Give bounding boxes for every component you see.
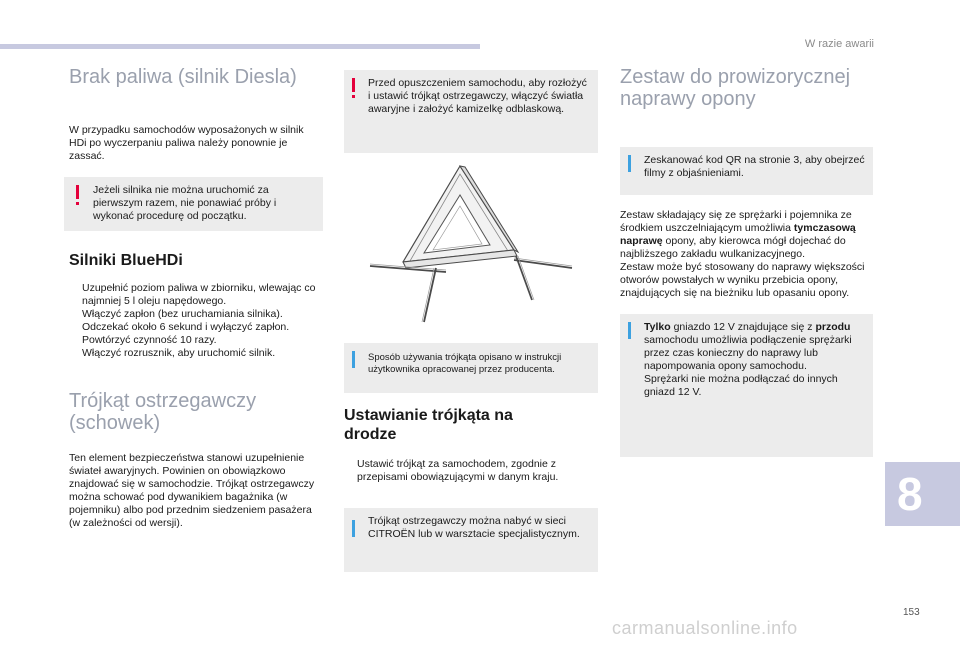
- repair-kit-description: Zestaw składający się ze sprężarki i pojemnika ze środkiem uszczelniającym umożliwia tymczasową naprawę opony, aby kierowca mógł dojechać do najbliższego zakładu wulkanizacyjnego. Zestaw może być stosowany do naprawy większości otworów powstałych w wyniku przebicia opony, znajdujących się na bieżniku lub opasaniu opony.: [620, 209, 865, 299]
- warning-box-fuel: [64, 177, 323, 231]
- info-box-purchase: [344, 508, 598, 572]
- bluehdi-steps: [69, 282, 323, 360]
- list-item: Odczekać około 6 sekund i wyłączyć zapłon.: [82, 321, 290, 333]
- info-box-triangle: [344, 343, 598, 393]
- fuel-intro: W przypadku samochodów wyposażonych w silnik HDi po wyczerpaniu paliwa należy ponownie je zassać.: [69, 124, 304, 162]
- info-icon: [352, 351, 355, 368]
- list-item: Uzupełnić poziom paliwa w zbiorniku, wlewając co najmniej 5 l oleju napędowego.: [82, 282, 316, 307]
- info-icon: [628, 322, 631, 339]
- list-item: Włączyć zapłon (bez uruchamiania silnika).: [82, 308, 283, 320]
- column-repair-kit: [620, 66, 873, 457]
- warning-text-triangle: Przed opuszczeniem samochodu, aby rozłożyć i ustawić trójkąt ostrzegawczy, włączyć światła awaryjne i założyć kamizelkę odblaskową.: [368, 77, 587, 115]
- section-title-bluehdi: Silniki BlueHDi: [69, 252, 183, 269]
- page-number: 153: [903, 607, 920, 618]
- info-box-socket: Tylko gniazdo 12 V znajdujące się z przodu samochodu umożliwia podłączenie sprężarki przez czas konieczny do naprawy lub napompowania opony samochodu. Sprężarki nie można podłączać do innych gniazd 12 V.: [620, 314, 873, 457]
- section-title-fuel: Brak paliwa (silnik Diesla): [69, 66, 297, 88]
- warning-icon: [76, 185, 79, 199]
- warning-text-fuel: Jeżeli silnika nie można uruchomić za pierwszym razem, nie ponawiać próby i wykonać procedurę od początku.: [93, 184, 277, 222]
- section-title-triangle: Trójkąt ostrzegawczy (schowek): [69, 390, 257, 434]
- info-icon: [352, 520, 355, 537]
- road-steps: [344, 458, 598, 484]
- header-bar: [0, 44, 480, 49]
- list-item: Włączyć rozrusznik, aby uruchomić silnik.: [82, 347, 276, 359]
- info-text-purchase: Trójkąt ostrzegawczy można nabyć w sieci CITROËN lub w warsztacie specjalistycznym.: [368, 515, 580, 540]
- list-item: Powtórzyć czynność 10 razy.: [82, 334, 217, 346]
- list-item: Ustawić trójkąt za samochodem, zgodnie z przepisami obowiązującymi w danym kraju.: [357, 458, 559, 483]
- chapter-title: W razie awarii: [804, 38, 874, 50]
- watermark: carmanualsonline.info: [612, 618, 798, 638]
- warning-box-triangle: [344, 70, 598, 153]
- column-fuel: [69, 66, 323, 530]
- section-title-repair-kit: Zestaw do prowizorycznej naprawy opony: [620, 66, 851, 110]
- section-title-road: Ustawianie trójkąta na drodze: [344, 407, 513, 443]
- info-icon: [628, 155, 631, 172]
- warning-triangle-illustration: [366, 164, 578, 329]
- info-text-qr: Zeskanować kod QR na stronie 3, aby obejrzeć filmy z objaśnieniami.: [644, 154, 865, 179]
- chapter-number-tab: 8: [885, 462, 960, 526]
- warning-icon: [352, 78, 355, 92]
- info-box-qr: [620, 147, 873, 195]
- info-text-triangle: Sposób używania trójkąta opisano w instrukcji użytkownika opracowanej przez producenta.: [368, 352, 562, 375]
- triangle-text: Ten element bezpieczeństwa stanowi uzupełnienie świateł awaryjnych. Powinien on obowiązkowo znajdować się w samochodzie. Trójkąt ostrzegawczy można schować pod dywanikiem bagażnika (w pojemniku) albo pod przednim siedzeniem pasażera (w zależności od wersji).: [69, 452, 315, 529]
- warning-triangle-icon: [366, 164, 578, 329]
